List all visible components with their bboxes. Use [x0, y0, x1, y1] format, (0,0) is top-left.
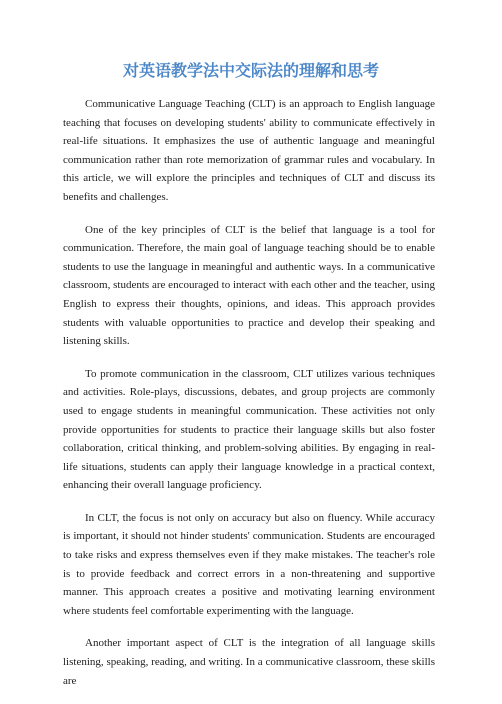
document-title: 对英语教学法中交际法的理解和思考: [122, 61, 379, 80]
paragraph: In CLT, the focus is not only on accuracy but also on fluency. While accuracy is important, it should not hinder students' communication. Students are encouraged to take risks and express themselves even if they make mistakes. The teacher's role is to provide feedback and correct errors in a non-threatening and supportive manner. This approach creates a positive and motivating learning environment where students feel comfortable experimenting with the language.: [63, 511, 435, 617]
paragraph: One of the key principles of CLT is the belief that language is a tool for communication. Therefore, the main goal of language teaching should be to enable students to use the language in meaningful and authentic ways. In a communicative classroom, students are encouraged to interact with each other and the teacher, using English to express their thoughts, opinions, and ideas. This approach provides students with valuable opportunities to practice and develop their speaking and listening skills.: [63, 223, 435, 348]
document-body: [63, 95, 435, 704]
paragraph: Communicative Language Teaching (CLT) is an approach to English language teaching that focuses on developing students' ability to communicate effectively in real-life situations. It emphasizes the use of authentic language and meaningful communication rather than rote memorization of grammar rules and vocabulary. In this article, we will explore the principles and techniques of CLT and discuss its benefits and challenges.: [63, 98, 435, 203]
paragraph: Another important aspect of CLT is the integration of all language skills listening, speaking, reading, and writing. In a communicative classroom, these skills are: [63, 637, 435, 687]
paragraph: To promote communication in the classroom, CLT utilizes various techniques and activities. Role-plays, discussions, debates, and group projects are commonly used to engage students in meaningful communication. These activities not only provide opportunities for students to practice their language skills but also foster collaboration, critical thinking, and problem-solving abilities. By engaging in real-life situations, students can apply their language knowledge in a practical context, enhancing their overall language proficiency.: [63, 367, 435, 492]
